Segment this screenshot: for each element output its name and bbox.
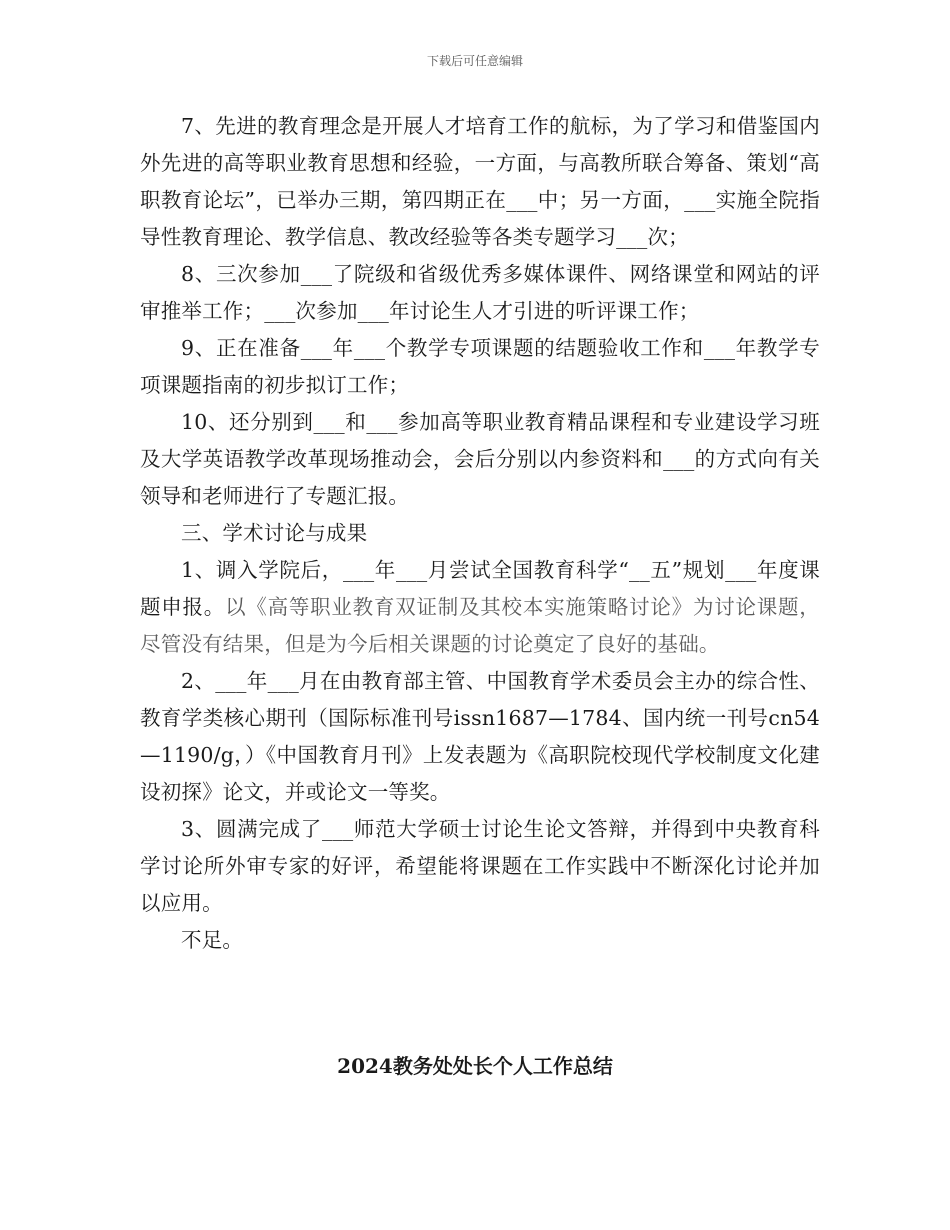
paragraph-shortcomings: 不足。 xyxy=(181,928,244,952)
paragraph-research-2: 2、___年___月在由教育部主管、中国教育学术委员会主办的综合性、教育学类核心期刊（国际标准刊号issn1687—1784、国内统一刊号cn54—1190/g，）《中国教育月刊》上发表题为《高职院校现代学校制度文化建设初探》论文，并或论文一等奖。 xyxy=(140,669,820,804)
page-header-note: 下载后可任意编辑 xyxy=(426,54,523,68)
document-body xyxy=(140,108,820,959)
paragraph-research-1-main: 1、调入学院后，___年___月尝试全国教育科学“__五”规划___年度课题申报。 xyxy=(140,558,820,619)
paragraph-item-7: 7、先进的教育理念是开展人才培育工作的航标，为了学习和借鉴国内外先进的高等职业教育思想和经验，一方面，与高教所联合筹备、策划“高职教育论坛”，已举办三期，第四期正在___中；另一方面，___实施全院指导性教育理论、教学信息、教改经验等各类专题学习___次； xyxy=(140,114,820,249)
paragraph-research-1 xyxy=(140,552,820,663)
section-heading-research: 三、学术讨论与成果 xyxy=(181,521,368,545)
document-title: 2024教务处处长个人工作总结 xyxy=(337,1054,613,1078)
paragraph-research-3: 3、圆满完成了___师范大学硕士讨论生论文答辩，并得到中央教育科学讨论所外审专家的好评，希望能将课题在工作实践中不断深化讨论并加以应用。 xyxy=(140,817,820,915)
paragraph-item-10: 10、还分别到___和___参加高等职业教育精品课程和专业建设学习班及大学英语教学改革现场推动会，会后分别以内参资料和___的方式向有关领导和老师进行了专题汇报。 xyxy=(140,410,820,508)
paragraph-item-8: 8、三次参加___了院级和省级优秀多媒体课件、网络课堂和网站的评审推举工作；___次参加___年讨论生人才引进的听评课工作； xyxy=(140,262,820,323)
paragraph-item-9: 9、正在准备___年___个教学专项课题的结题验收工作和___年教学专项课题指南的初步拟订工作； xyxy=(140,336,820,397)
paragraph-research-1-cont: 以《高等职业教育双证制及其校本实施策略讨论》为讨论课题，尽管没有结果，但是为今后相关课题的讨论奠定了良好的基础。 xyxy=(140,595,820,656)
